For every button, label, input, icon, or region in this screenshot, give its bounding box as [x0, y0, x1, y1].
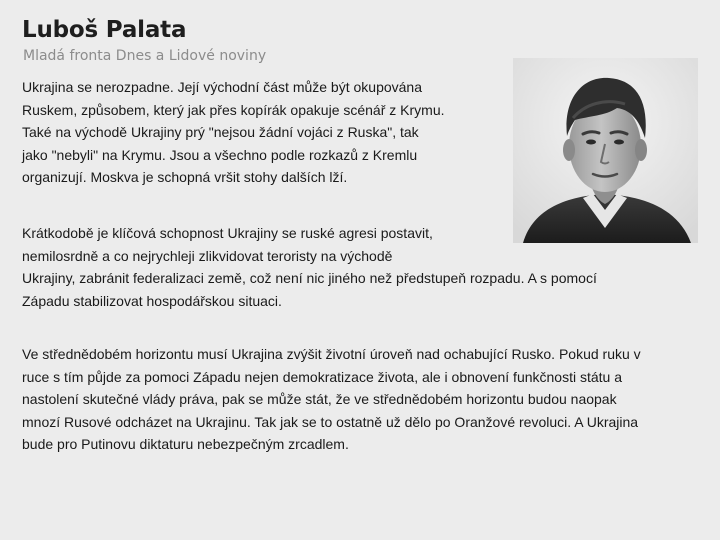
paragraph-line: Ukrajiny, zabránit federalizaci země, což není nic jiného než předstupeň rozpadu. A s pomocí [22, 270, 597, 286]
author-name: Luboš Palata [22, 17, 187, 43]
paragraph-line: nastolení skutečné vlády práva, pak se může stát, že ve střednědobém horizontu budou naopak [22, 391, 617, 407]
paragraph-line: Západu stabilizovat hospodářskou situaci. [22, 292, 282, 309]
paragraph-line: organizují. Moskva je schopná vršit stohy dalších lží. [22, 169, 348, 185]
author-photo [513, 58, 698, 243]
author-affiliation: Mladá fronta Dnes a Lidové noviny [23, 48, 267, 64]
paragraph-line: bude pro Putinovu diktaturu nebezpečným zrcadlem. [22, 436, 349, 452]
paragraph-line: Ruskem, způsobem, který jak přes kopírák opakuje scénář z Krymu. [22, 101, 445, 118]
article-paragraph [22, 343, 641, 456]
article-paragraph [22, 222, 597, 312]
paragraph-line: Krátkodobě je klíčová schopnost Ukrajiny se ruské agresi postavit, [22, 225, 433, 241]
portrait-photo-icon [513, 58, 698, 243]
paragraph-line: nemilosrdně a co nejrychleji zlikvidovat teroristy na východě [22, 247, 393, 264]
paragraph-line: ruce s tím půjde za pomoci Západu nejen demokratizace života, ale i obnovení funkčnosti státu a [22, 368, 623, 385]
paragraph-line: Ve střednědobém horizontu musí Ukrajina zvýšit životní úroveň nad ochabující Rusko. Pokud ruku v [22, 346, 641, 362]
paragraph-line: jako "nebyli" na Krymu. Jsou a všechno podle rozkazů z Kremlu [22, 146, 418, 163]
article-paragraph [22, 76, 445, 189]
paragraph-line: Ukrajina se nerozpadne. Její východní část může být okupována [22, 79, 423, 95]
paragraph-line: Také na východě Ukrajiny prý "nejsou žádní vojáci z Ruska", tak [22, 124, 419, 140]
paragraph-line: mnozí Rusové odcházet na Ukrajinu. Tak jak se to ostatně už dělo po Oranžové revoluci. A Ukrajina [22, 413, 639, 430]
